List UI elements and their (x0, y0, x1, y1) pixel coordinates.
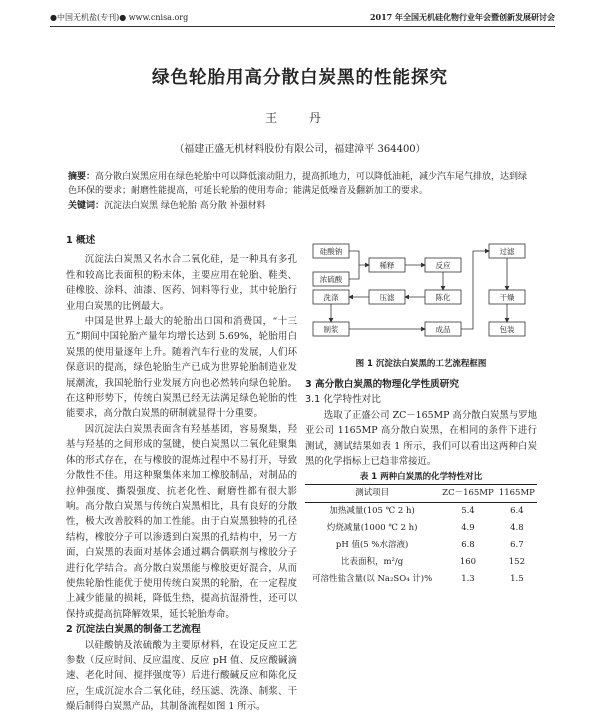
affiliation: （福建正盛无机材料股份有限公司，福建漳平 364400） (174, 144, 426, 155)
left-column (66, 232, 297, 715)
section-1-title: 1 概述 (66, 235, 96, 246)
column-header: 测试项目 (355, 488, 390, 499)
flow-label: 过滤 (499, 247, 515, 256)
table-cell: pH 值(5 %水溶液) (335, 540, 409, 551)
table-row (305, 571, 537, 588)
paragraph: 沉淀法白炭黑又名水合二氧化硅，是一种具有多孔性和较高比表面积的粉末体，主要应用在轮胎、鞋类、硅橡胶、涂料、油漆、医药、饲料等行业，其中轮胎行业用白炭黑的比例最大。 (66, 254, 297, 312)
process-flow-diagram (305, 236, 537, 358)
abstract (68, 170, 530, 198)
journal-name: ●中国无机盐(专刊)● www.cnisa.org (50, 13, 189, 22)
table-row (305, 520, 537, 537)
table-cell: 比表面积，m²/g (340, 557, 404, 568)
table-caption: 表 1 两种白炭黑的化学特性对比 (359, 472, 483, 483)
section-3-title: 3 高分散白炭黑的物理化学性质研究 (305, 379, 459, 390)
table-row (305, 554, 537, 571)
keywords-text: 沉淀法白炭黑 绿色轮胎 高分散 补强材料 (104, 201, 266, 211)
table-cell: 152 (508, 557, 525, 568)
keywords (68, 199, 530, 213)
table-cell: 6.7 (510, 540, 524, 551)
flow-label: 洗涤 (323, 293, 339, 302)
flow-label: 制浆 (323, 325, 339, 334)
table-cell: 5.4 (461, 506, 475, 517)
paragraph: 以硅酸钠及浓硫酸为主要原材料，在设定反应工艺参数（反应时间、反应温度、反应 pH 值、反应酸碱滴速、老化时间、搅拌强度等）后进行酸碱反应和陈化反应，生成沉淀水合二氧化硅，经压滤、洗涤、制浆、干燥后制得白炭黑产品，其制备流程如图 1 所示。 (66, 639, 297, 713)
abstract-label: 摘要： (68, 172, 96, 182)
flow-label: 陈化 (435, 293, 451, 302)
flow-label: 浓硫酸 (319, 275, 343, 284)
table-cell: 1.5 (510, 574, 524, 585)
table-cell: 4.8 (510, 523, 524, 534)
table-cell: 1.3 (461, 574, 475, 585)
paper-title: 绿色轮胎用高分散白炭黑的性能探究 (152, 68, 448, 88)
section-2-title: 2 沉淀法白炭黑的制备工艺流程 (66, 624, 201, 636)
comparison-table (305, 484, 537, 588)
conference-name: 2017 年全国无机硅化物行业年会暨创新发展研讨会 (369, 12, 555, 22)
table-cell: 加热减量(105 ℃ 2 h) (329, 506, 415, 517)
paragraph: 中国是世界上最大的轮胎出口国和消费国，“十三五”期间中国轮胎产量年均增长达到 5.69%，轮胎用白炭黑的使用量逐年上升。随着汽车行业的发展，人们环保意识的提高，绿色轮胎生产已成为世界轮胎制造业发展潮流，我国轮胎行业发展方向也必然转向绿色轮胎。在这种形势下，传统白炭黑已经无法满足绿色轮胎的性能要求，高分散白炭黑的研制就显得十分重要。 (66, 316, 297, 420)
flow-label: 稀释 (379, 261, 395, 270)
section-3-1-title: 3.1 化学特性对比 (305, 394, 381, 406)
flow-label: 干燥 (499, 293, 515, 302)
figure-caption: 图 1 沉淀法白炭黑的工艺流程框图 (355, 359, 487, 369)
table-cell: 灼烧减量(1000 ℃ 2 h) (326, 523, 418, 534)
column-header: ZC－165MP (442, 488, 494, 499)
table-cell: 4.9 (461, 523, 475, 534)
flow-label: 成品 (435, 325, 451, 334)
running-header (50, 10, 555, 26)
table-header-row (305, 485, 537, 503)
flow-label: 硅酸钠 (319, 247, 343, 256)
abstract-block (68, 170, 530, 213)
flow-label: 压滤 (379, 293, 395, 302)
table-cell: 160 (459, 557, 477, 568)
table-cell: 可溶性盐含量(以 Na₂SO₄ 计)% (311, 574, 433, 585)
table-row (305, 503, 537, 521)
header-rule (50, 26, 555, 27)
flow-label: 反应 (435, 261, 451, 270)
column-header: 1165MP (498, 488, 535, 499)
right-column (305, 232, 537, 588)
flow-label: 包装 (499, 325, 515, 334)
abstract-text: 高分散白炭黑应用在绿色轮胎中可以降低滚动阻力，提高抓地力，可以降低油耗，减少汽车尾气排放，达到绿色环保的要求；耐磨性能提高，可延长轮胎的使用寿命；能满足低噪音及翻新加工的要求。 (68, 172, 528, 196)
keywords-label: 关键词： (68, 201, 105, 211)
table-cell: 6.4 (510, 506, 524, 517)
table-row (305, 537, 537, 554)
paragraph: 选取了正盛公司 ZC－165MP 高分散白炭黑与罗地亚公司 1165MP 高分散白炭黑，在相同的条件下进行测试，测试结果如表 1 所示，我们可以看出这两种白炭黑的化学指标上已趋非常接近。 (305, 409, 537, 468)
flow-chart-svg (305, 236, 537, 358)
paragraph: 因沉淀法白炭黑表面含有羟基基团，容易聚集，羟基与羟基的之间形成的氢键，使白炭黑以二氧化硅聚集体的形式存在，在与橡胶的混炼过程中不易打开，导致分散性不佳。用这种聚集体来加工橡胶制品，对制品的拉伸强度、撕裂强度、抗老化性、耐磨性都有很大影响。高分散白炭黑与传统白炭黑相比，具有良好的分散性，极大改善胶料的加工性能。由于白炭黑独特的孔径结构，橡胶分子可以渗透到白炭黑的孔结构中，另一方面，白炭黑的表面对基体会通过耦合偶联剂与橡胶分子进行化学结合。高分散白炭黑能与橡胶更好混合，从而使焦轮胎性能优于使用传统白炭黑的轮胎，在一定程度上减少能量的损耗，降低生热，提高抗湿滑性，还可以保持或提高抗降解效果，延长轮胎寿命。 (66, 423, 297, 620)
table-cell: 6.8 (461, 540, 475, 551)
author: 王 丹 (265, 111, 335, 125)
